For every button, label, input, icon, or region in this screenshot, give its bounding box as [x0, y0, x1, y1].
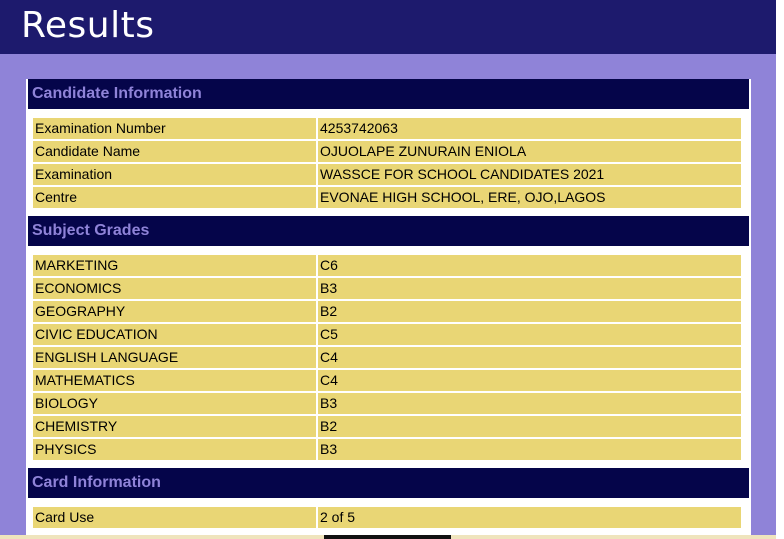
row-label: Examination Number	[33, 118, 316, 139]
subject-name: ECONOMICS	[33, 278, 316, 299]
subject-name: MATHEMATICS	[33, 370, 316, 391]
table-row	[33, 118, 741, 139]
subject-grade: B2	[318, 416, 741, 437]
section-header-card-information: Card Information	[28, 468, 749, 498]
subject-grade: C6	[318, 255, 741, 276]
header-bar	[0, 0, 776, 54]
table-row	[33, 324, 741, 345]
subject-name: MARKETING	[33, 255, 316, 276]
bottom-bar	[324, 535, 451, 539]
subject-grade: C5	[318, 324, 741, 345]
table-row	[33, 439, 741, 460]
section-header-subject-grades: Subject Grades	[28, 216, 749, 246]
page-title: Results	[21, 5, 155, 46]
table-row	[33, 278, 741, 299]
table-row	[33, 393, 741, 414]
table-row	[33, 187, 741, 208]
subject-grade: C4	[318, 347, 741, 368]
row-value: 4253742063	[318, 118, 741, 139]
subject-name: BIOLOGY	[33, 393, 316, 414]
subject-grade: B3	[318, 439, 741, 460]
row-label: Card Use	[33, 507, 316, 528]
subject-name: CHEMISTRY	[33, 416, 316, 437]
table-row	[33, 347, 741, 368]
table-row	[33, 301, 741, 322]
subject-grade: B2	[318, 301, 741, 322]
row-value: EVONAE HIGH SCHOOL, ERE, OJO,LAGOS	[318, 187, 741, 208]
table-row	[33, 141, 741, 162]
row-label: Examination	[33, 164, 316, 185]
subject-grade: B3	[318, 393, 741, 414]
subject-name: PHYSICS	[33, 439, 316, 460]
row-label: Centre	[33, 187, 316, 208]
subject-name: CIVIC EDUCATION	[33, 324, 316, 345]
subject-grade: C4	[318, 370, 741, 391]
subject-name: GEOGRAPHY	[33, 301, 316, 322]
table-row	[33, 416, 741, 437]
table-row	[33, 164, 741, 185]
subject-name: ENGLISH LANGUAGE	[33, 347, 316, 368]
row-value: 2 of 5	[318, 507, 741, 528]
table-row	[33, 255, 741, 276]
right-edge	[776, 0, 784, 539]
table-row	[33, 370, 741, 391]
section-header-candidate-information: Candidate Information	[28, 79, 749, 109]
subject-grade: B3	[318, 278, 741, 299]
row-value: WASSCE FOR SCHOOL CANDIDATES 2021	[318, 164, 741, 185]
results-card	[26, 79, 751, 539]
row-label: Candidate Name	[33, 141, 316, 162]
row-value: OJUOLAPE ZUNURAIN ENIOLA	[318, 141, 741, 162]
table-row	[33, 507, 741, 528]
